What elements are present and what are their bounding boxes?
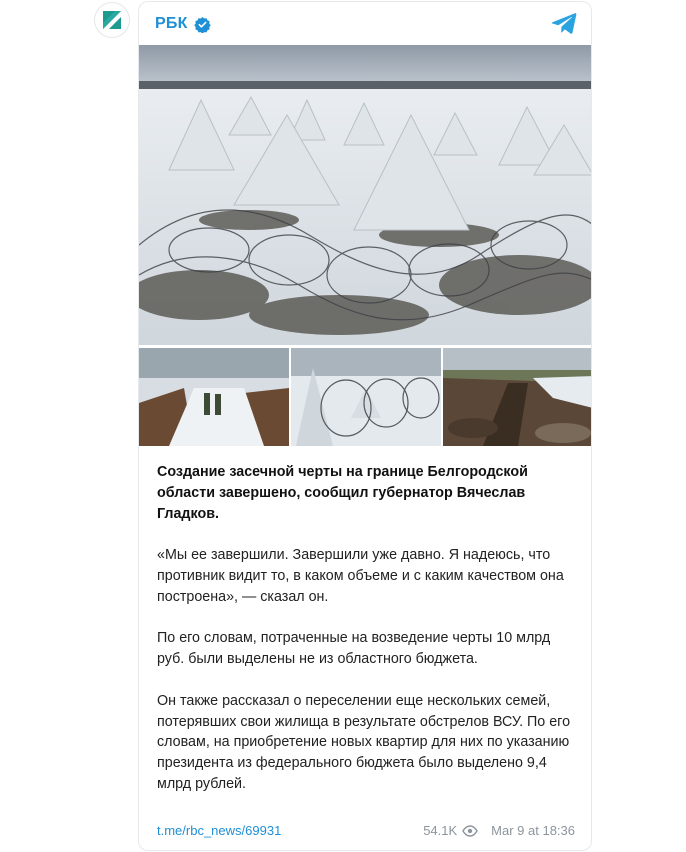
channel-avatar[interactable] bbox=[95, 3, 129, 37]
eye-icon bbox=[462, 825, 478, 837]
main-photo[interactable] bbox=[139, 45, 592, 345]
telegram-icon[interactable] bbox=[551, 12, 577, 34]
post-link[interactable]: t.me/rbc_news/69931 bbox=[157, 823, 282, 838]
photo-thumbnail-trench[interactable] bbox=[139, 348, 289, 446]
post-paragraph: «Мы ее завершили. Завершили уже давно. Я надеюсь, что противник видит то, в каком объеме и с каким качеством она построена», — сказал он. bbox=[157, 547, 564, 605]
channel-name[interactable]: РБК bbox=[155, 15, 188, 32]
view-count: 54.1K bbox=[423, 823, 458, 838]
photo-thumbnail-ditch[interactable] bbox=[443, 348, 592, 446]
post-paragraph: Создание засечной черты на границе Белгородской области завершено, сообщил губернатор Вячеслав Гладков. bbox=[157, 464, 528, 522]
post-card bbox=[138, 1, 592, 851]
post-paragraph: По его словам, потраченные на возведение черты 10 млрд руб. были выделены не из областного бюджета. bbox=[157, 630, 551, 668]
post-text bbox=[157, 462, 577, 816]
post-footer bbox=[157, 823, 575, 841]
post-date[interactable]: Mar 9 at 18:36 bbox=[491, 823, 575, 838]
rbc-logo-icon bbox=[95, 3, 129, 37]
verified-badge-icon bbox=[194, 16, 211, 33]
post-header bbox=[155, 12, 211, 36]
photo-thumbnail-wire[interactable] bbox=[291, 348, 441, 446]
post-meta bbox=[423, 823, 575, 838]
post-paragraph: Он также рассказал о переселении еще нескольких семей, потерявших свои жилища в результате обстрелов ВСУ. По его словам, на приобретение новых квартир для них по указанию президента из федерального бюджета было выделено 9,4 млрд рублей. bbox=[157, 692, 571, 792]
